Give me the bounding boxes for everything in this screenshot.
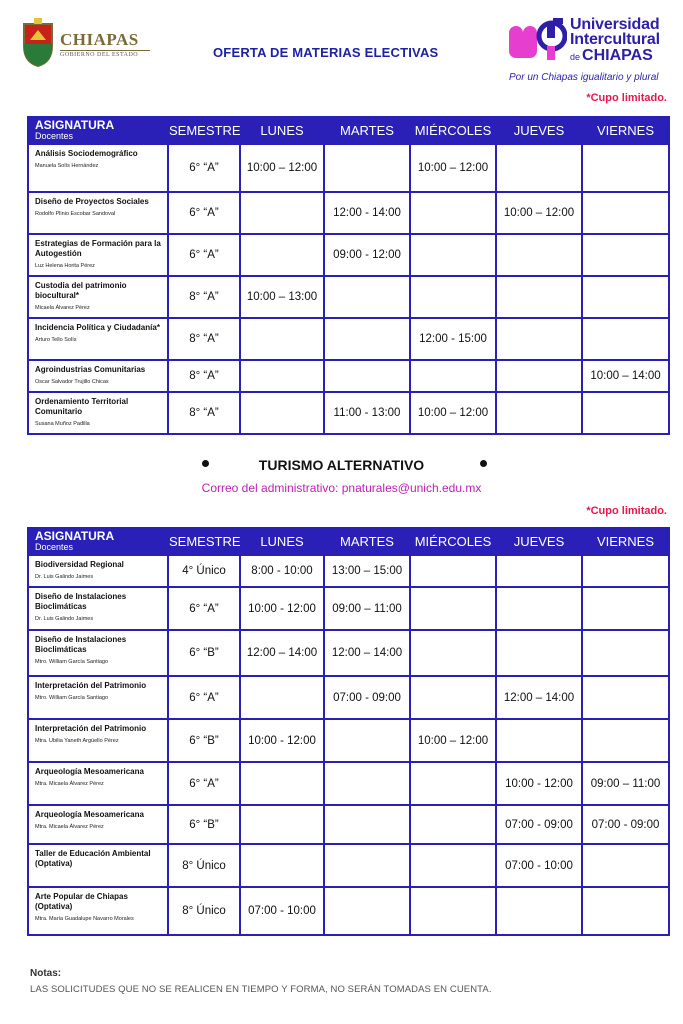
time-cell-wednesday [410,676,496,719]
time-cell-wednesday [410,762,496,805]
unich-line-2: Intercultural [570,31,660,48]
semester-cell: 6° “B” [168,719,240,762]
subject-cell [28,719,168,762]
subject-cell [28,276,168,318]
semester-cell: 6° “A” [168,192,240,234]
teacher-name: Mtra. Ubilia Yaneth Argüello Pérez [35,738,119,744]
time-cell-thursday [496,555,582,587]
time-cell-thursday: 07:00 - 10:00 [496,844,582,887]
bullet-right [480,460,487,467]
header-teachers-label: Docentes [35,541,74,552]
header-teachers-label: Docentes [35,130,74,141]
semester-cell: 8° Único [168,887,240,935]
time-cell-monday [240,676,324,719]
time-cell-tuesday: 12:00 - 14:00 [324,192,410,234]
header-subject [28,116,168,144]
time-cell-wednesday [410,844,496,887]
cupo-note-1: *Cupo limitado. [586,92,667,104]
teacher-name: Arturo Tello Solís [35,337,77,343]
header-wednesday: MIÉRCOLES [410,116,496,144]
semester-cell: 8° “A” [168,318,240,360]
time-cell-thursday [496,719,582,762]
time-cell-friday [582,144,669,192]
subject-cell [28,676,168,719]
time-cell-monday [240,360,324,392]
notes-text: LAS SOLICITUDES QUE NO SE REALICEN EN TIEMPO Y FORMA, NO SERÁN TOMADAS EN CUENTA. [30,984,492,995]
time-cell-friday [582,676,669,719]
subject-name: Agroindustrias Comunitarias [35,365,146,374]
unich-logo [507,16,677,86]
time-cell-friday: 07:00 - 09:00 [582,805,669,844]
subject-cell [28,234,168,276]
table-row [28,276,669,318]
time-cell-monday [240,392,324,434]
teacher-name: Dr. Luis Galindo Jaimes [35,616,94,622]
time-cell-tuesday: 12:00 – 14:00 [324,630,410,676]
subject-cell [28,844,168,887]
subject-name: Arqueología Mesoamericana [35,810,144,819]
table-row [28,719,669,762]
time-cell-friday [582,276,669,318]
header-subject-label: ASIGNATURA [35,117,115,132]
subject-cell [28,392,168,434]
subject-name: Custodia del patrimonio biocultural* [35,281,127,300]
semester-cell: 6° “A” [168,587,240,630]
time-cell-friday [582,318,669,360]
teacher-name: Mtro. William García Santiago [35,659,109,665]
time-cell-thursday [496,144,582,192]
time-cell-tuesday: 11:00 - 13:00 [324,392,410,434]
semester-cell: 6° “B” [168,805,240,844]
header-thursday: JUEVES [496,116,582,144]
teacher-name: Micaela Álvarez Pérez [35,305,90,311]
time-cell-monday [240,844,324,887]
subject-cell [28,555,168,587]
table-row [28,144,669,192]
subject-cell [28,144,168,192]
subject-cell [28,805,168,844]
subject-name: Interpretación del Patrimonio [35,681,147,690]
time-cell-tuesday: 07:00 - 09:00 [324,676,410,719]
time-cell-monday: 07:00 - 10:00 [240,887,324,935]
time-cell-friday [582,587,669,630]
table-row [28,887,669,935]
time-cell-monday: 10:00 - 12:00 [240,719,324,762]
header-subject [28,527,168,555]
time-cell-tuesday [324,144,410,192]
time-cell-monday: 10:00 – 13:00 [240,276,324,318]
teacher-name: Mtra. María Guadalupe Navarro Morales [35,916,134,922]
teacher-name: Manuela Solís Hernández [35,163,99,169]
header-semester: SEMESTRE [168,527,240,555]
semester-cell: 6° “B” [168,630,240,676]
table-row [28,676,669,719]
time-cell-thursday [496,392,582,434]
admin-contact: Correo del administrativo: pnaturales@unich.edu.mx [201,481,482,495]
header-monday: LUNES [240,116,324,144]
time-cell-wednesday [410,887,496,935]
time-cell-wednesday: 10:00 – 12:00 [410,719,496,762]
subject-name: Diseño de Instalaciones Bioclimáticas [35,592,127,611]
time-cell-monday [240,234,324,276]
subject-name: Incidencia Política y Ciudadanía* [35,323,160,332]
semester-cell: 8° “A” [168,360,240,392]
time-cell-thursday: 12:00 – 14:00 [496,676,582,719]
time-cell-monday: 8:00 - 10:00 [240,555,324,587]
subject-cell [28,587,168,630]
subject-name: Arte Popular de Chiapas (Optativa) [35,892,128,911]
unich-line-3 [570,47,653,65]
table-row [28,587,669,630]
time-cell-monday [240,805,324,844]
time-cell-thursday: 07:00 - 09:00 [496,805,582,844]
header-friday: VIERNES [582,527,669,555]
semester-cell: 4° Único [168,555,240,587]
subject-name: Diseño de Instalaciones Bioclimáticas [35,635,127,654]
teacher-name: Luz Helena Horita Pérez [35,263,95,269]
subject-name: Taller de Educación Ambiental (Optativa) [35,849,151,868]
time-cell-thursday [496,630,582,676]
time-cell-friday [582,192,669,234]
subject-cell [28,762,168,805]
time-cell-monday: 10:00 – 12:00 [240,144,324,192]
header-friday: VIERNES [582,116,669,144]
chiapas-logo-subtitle: GOBIERNO DEL ESTADO [60,52,139,58]
time-cell-monday [240,192,324,234]
time-cell-monday: 12:00 – 14:00 [240,630,324,676]
time-cell-wednesday [410,555,496,587]
time-cell-wednesday [410,805,496,844]
table-row [28,844,669,887]
schedule-table-1 [27,116,670,435]
header-tuesday: MARTES [324,527,410,555]
table-row [28,192,669,234]
time-cell-tuesday [324,805,410,844]
time-cell-thursday [496,276,582,318]
table-row [28,234,669,276]
subject-cell [28,630,168,676]
time-cell-wednesday: 10:00 – 12:00 [410,392,496,434]
time-cell-tuesday [324,887,410,935]
subject-cell [28,192,168,234]
page-title: OFERTA DE MATERIAS ELECTIVAS [213,45,439,60]
time-cell-thursday: 10:00 - 12:00 [496,762,582,805]
semester-cell: 8° “A” [168,392,240,434]
unich-mark-icon [507,16,567,70]
time-cell-tuesday: 09:00 – 11:00 [324,587,410,630]
time-cell-tuesday: 13:00 – 15:00 [324,555,410,587]
time-cell-thursday [496,318,582,360]
table-row [28,555,669,587]
subject-name: Diseño de Proyectos Sociales [35,197,149,206]
subject-name: Biodiversidad Regional [35,560,124,569]
time-cell-monday [240,318,324,360]
header-semester: SEMESTRE [168,116,240,144]
table-row [28,630,669,676]
time-cell-friday: 10:00 – 14:00 [582,360,669,392]
time-cell-thursday [496,887,582,935]
semester-cell: 6° “A” [168,762,240,805]
chiapas-shield-icon [20,16,56,68]
notes-label: Notas: [30,968,62,979]
semester-cell: 8° “A” [168,276,240,318]
time-cell-friday [582,887,669,935]
time-cell-wednesday: 12:00 - 15:00 [410,318,496,360]
header-wednesday: MIÉRCOLES [410,527,496,555]
time-cell-monday [240,762,324,805]
table-row [28,360,669,392]
header-thursday: JUEVES [496,527,582,555]
table-row [28,805,669,844]
subject-name: Estrategias de Formación para la Autogestión [35,239,161,258]
semester-cell: 6° “A” [168,234,240,276]
time-cell-friday [582,719,669,762]
semester-cell: 6° “A” [168,144,240,192]
time-cell-thursday [496,234,582,276]
time-cell-tuesday [324,719,410,762]
time-cell-friday: 09:00 – 11:00 [582,762,669,805]
time-cell-wednesday [410,360,496,392]
subject-name: Interpretación del Patrimonio [35,724,147,733]
unich-line-3-prefix: de [570,52,581,62]
chiapas-logo [20,16,150,74]
teacher-name: Oscar Salvador Trujillo Chicas [35,379,109,385]
schedule-table-2 [27,527,670,936]
table-row [28,392,669,434]
time-cell-wednesday: 10:00 – 12:00 [410,144,496,192]
subject-cell [28,887,168,935]
table-row [28,762,669,805]
time-cell-thursday [496,360,582,392]
time-cell-friday [582,392,669,434]
time-cell-friday [582,844,669,887]
time-cell-tuesday [324,318,410,360]
teacher-name: Mtro. William García Santiago [35,695,109,701]
time-cell-monday: 10:00 - 12:00 [240,587,324,630]
time-cell-wednesday [410,276,496,318]
time-cell-tuesday: 09:00 - 12:00 [324,234,410,276]
time-cell-wednesday [410,192,496,234]
time-cell-friday [582,234,669,276]
logo-divider [60,50,150,51]
table-row [28,318,669,360]
unich-slogan: Por un Chiapas igualitario y plural [509,72,659,83]
time-cell-friday [582,630,669,676]
semester-cell: 8° Único [168,844,240,887]
subject-cell [28,318,168,360]
subject-name: Ordenamiento Territorial Comunitario [35,397,129,416]
time-cell-tuesday [324,276,410,318]
teacher-name: Dr. Luis Galindo Jaimes [35,574,94,580]
time-cell-wednesday [410,234,496,276]
time-cell-thursday [496,587,582,630]
time-cell-thursday: 10:00 – 12:00 [496,192,582,234]
semester-cell: 6° “A” [168,676,240,719]
unich-line-3-main: CHIAPAS [582,47,653,64]
teacher-name: Susana Muñoz Padilla [35,421,90,427]
section-title: TURISMO ALTERNATIVO [258,457,425,473]
teacher-name: Mtra. Micaela Álvarez Pérez [35,781,104,787]
time-cell-tuesday [324,762,410,805]
table-header-row [28,116,669,144]
cupo-note-2: *Cupo limitado. [586,505,667,517]
header-subject-label: ASIGNATURA [35,528,115,543]
teacher-name: Mtra. Micaela Álvarez Pérez [35,824,104,830]
time-cell-tuesday [324,844,410,887]
time-cell-friday [582,555,669,587]
unich-line-1: Universidad [570,16,660,33]
time-cell-wednesday [410,587,496,630]
subject-name: Arqueología Mesoamericana [35,767,144,776]
header-tuesday: MARTES [324,116,410,144]
subject-cell [28,360,168,392]
time-cell-wednesday [410,630,496,676]
table-header-row [28,527,669,555]
header-monday: LUNES [240,527,324,555]
chiapas-logo-name: CHIAPAS [60,30,139,49]
time-cell-tuesday [324,360,410,392]
teacher-name: Rodolfo Plinio Escobar Sandoval [35,211,116,217]
subject-name: Análisis Sociodemográfico [35,149,138,158]
